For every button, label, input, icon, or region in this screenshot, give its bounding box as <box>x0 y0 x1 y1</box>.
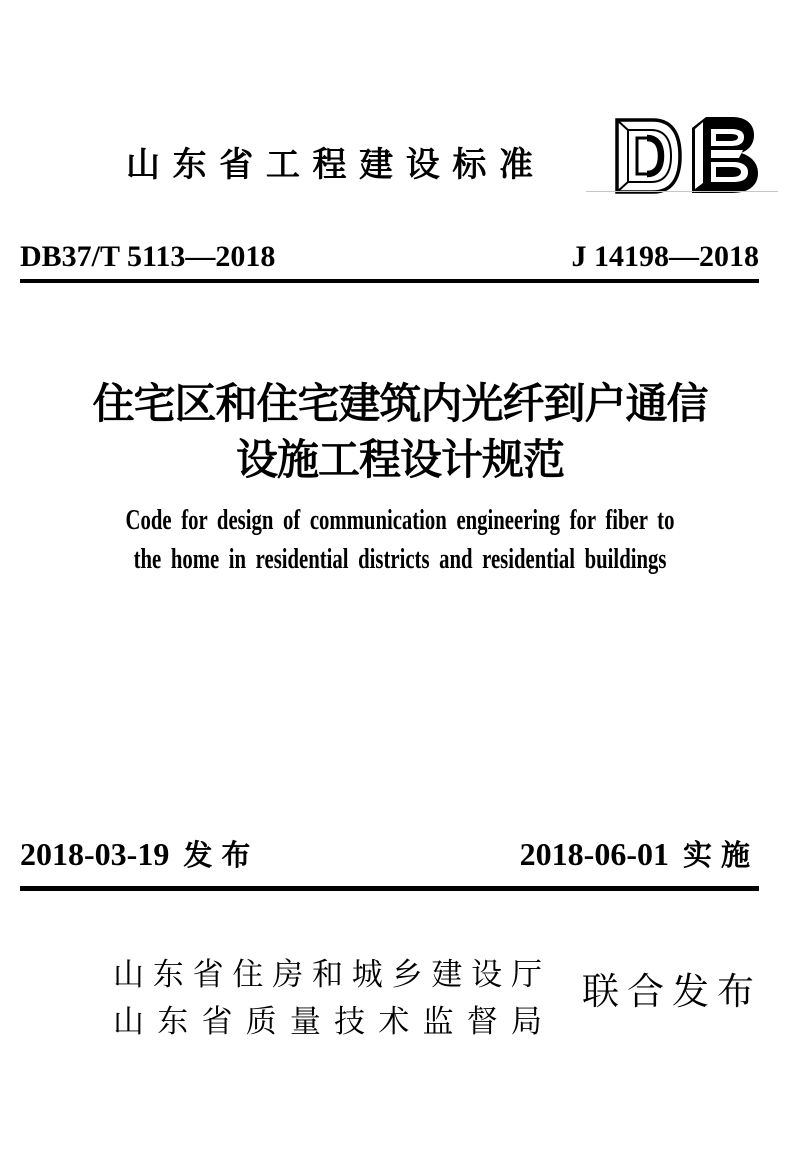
standard-code-local: DB37/T 5113—2018 <box>20 240 276 273</box>
header-divider-rule <box>20 279 759 283</box>
document-title-chinese <box>0 377 800 489</box>
implement-date: 2018-06-01 <box>519 836 669 872</box>
implement-date-group <box>520 833 759 874</box>
standard-type-label: 山 东 省 工 程 建 设 标 准 <box>126 146 533 184</box>
logo-baseline-rule <box>586 191 778 192</box>
publisher-line-1: 山 东 省 住 房 和 城 乡 建 设 厅 <box>113 957 542 992</box>
document-title-chinese-line1: 住宅区和住宅建筑内光纤到户通信 <box>92 382 708 428</box>
document-title-english-line1: Code for design of communication engineering for fiber to <box>125 505 675 536</box>
standard-code-national: J 14198—2018 <box>571 240 759 273</box>
dates-row <box>20 833 759 874</box>
publisher-line-2: 山 东 省 质 量 技 术 监 督 局 <box>113 1004 542 1039</box>
implement-date-label: 实施 <box>682 840 759 872</box>
document-title-english-line2: the home in residential districts and residential buildings <box>133 544 667 575</box>
footer-divider-rule <box>20 886 759 891</box>
db-logo-icon <box>612 114 760 196</box>
issue-date-group <box>20 833 259 874</box>
document-title-english <box>0 501 800 579</box>
issue-date: 2018-03-19 <box>20 836 170 872</box>
joint-publish-label: 联 合 发 布 <box>582 971 754 1012</box>
issue-date-label: 发布 <box>183 840 260 872</box>
standard-code-row <box>20 240 759 274</box>
document-title-chinese-line2: 设施工程设计规范 <box>235 438 564 484</box>
